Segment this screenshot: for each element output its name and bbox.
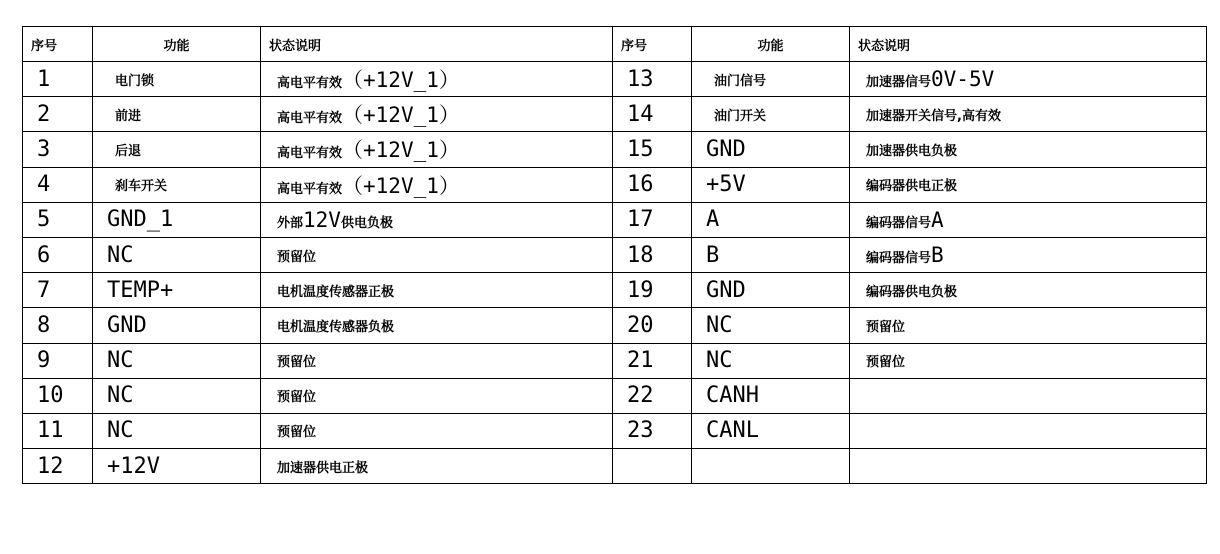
pin-function-left: 电门锁 <box>93 62 261 97</box>
pin-function-left: +12V <box>93 449 261 484</box>
status-text: 高电平有效 <box>277 76 343 92</box>
pin-function-right: GND <box>692 273 850 308</box>
pin-function-left: 后退 <box>93 132 261 167</box>
pin-function-left: NC <box>93 237 261 272</box>
pin-status-left <box>261 413 613 448</box>
pin-status-right <box>850 97 1207 132</box>
status-text: 外部 <box>277 215 304 231</box>
pin-number-right: 13 <box>613 62 692 97</box>
pin-definition-document <box>22 26 1207 484</box>
pin-definition-table <box>22 26 1207 484</box>
pin-number-left: 6 <box>23 237 93 272</box>
pin-function-right: GND <box>692 132 850 167</box>
header-left-function: 功能 <box>93 27 261 62</box>
pin-function-left: 前进 <box>93 97 261 132</box>
pin-number-left: 1 <box>23 62 93 97</box>
pin-status-right <box>850 202 1207 237</box>
pin-status-right <box>850 273 1207 308</box>
table-row <box>23 413 1207 448</box>
pin-status-left <box>261 273 613 308</box>
pin-function-right <box>692 449 850 484</box>
table-row <box>23 343 1207 378</box>
pin-status-left <box>261 62 613 97</box>
pin-status-left <box>261 378 613 413</box>
pin-function-left: NC <box>93 343 261 378</box>
pin-status-right <box>850 237 1207 272</box>
table-row <box>23 97 1207 132</box>
status-text: 编码器信号 <box>866 215 932 231</box>
header-right-status: 状态说明 <box>850 27 1207 62</box>
status-text: 预留位 <box>866 319 906 335</box>
status-text: 预留位 <box>277 355 317 371</box>
pin-number-left: 11 <box>23 413 93 448</box>
pin-status-left <box>261 97 613 132</box>
status-value: （+12V_1） <box>342 68 460 93</box>
pin-status-right <box>850 62 1207 97</box>
pin-number-right: 21 <box>613 343 692 378</box>
pin-number-left: 9 <box>23 343 93 378</box>
status-text: 加速器开关信号,高有效 <box>866 108 1001 124</box>
status-value: （+12V_1） <box>342 103 460 128</box>
status-text: 预留位 <box>277 249 317 265</box>
status-text: 高电平有效 <box>277 146 343 162</box>
pin-function-right: 油门开关 <box>692 97 850 132</box>
pin-function-right: NC <box>692 343 850 378</box>
pin-function-right: CANL <box>692 413 850 448</box>
table-body <box>23 27 1207 484</box>
table-row <box>23 273 1207 308</box>
status-text: 预留位 <box>277 425 317 441</box>
pin-number-right: 18 <box>613 237 692 272</box>
status-text: 加速器供电正极 <box>277 460 369 476</box>
pin-number-right: 23 <box>613 413 692 448</box>
pin-status-left <box>261 202 613 237</box>
pin-status-right <box>850 378 1207 413</box>
status-text: 编码器供电正极 <box>866 179 958 195</box>
pin-status-left <box>261 343 613 378</box>
pin-function-left: GND <box>93 308 261 343</box>
pin-number-right <box>613 449 692 484</box>
table-header-row <box>23 27 1207 62</box>
table-row <box>23 237 1207 272</box>
pin-number-right: 19 <box>613 273 692 308</box>
pin-function-right: CANH <box>692 378 850 413</box>
pin-status-right <box>850 308 1207 343</box>
pin-function-left: NC <box>93 413 261 448</box>
pin-status-right <box>850 413 1207 448</box>
table-row <box>23 167 1207 202</box>
pin-number-left: 2 <box>23 97 93 132</box>
status-text: 预留位 <box>866 355 906 371</box>
header-left-status: 状态说明 <box>261 27 613 62</box>
status-value: 12V <box>303 207 341 232</box>
status-text: 高电平有效 <box>277 111 343 127</box>
pin-function-right: A <box>692 202 850 237</box>
pin-number-left: 5 <box>23 202 93 237</box>
status-value: A <box>931 207 944 232</box>
pin-function-left: TEMP+ <box>93 273 261 308</box>
pin-status-right <box>850 343 1207 378</box>
pin-function-left: GND_1 <box>93 202 261 237</box>
table-row <box>23 308 1207 343</box>
pin-function-right: +5V <box>692 167 850 202</box>
table-row <box>23 378 1207 413</box>
status-text: 电机温度传感器负极 <box>277 319 395 335</box>
status-value: 0V-5V <box>931 67 995 92</box>
pin-status-right <box>850 449 1207 484</box>
status-value: B <box>931 243 944 268</box>
pin-number-right: 16 <box>613 167 692 202</box>
status-text: 加速器供电负极 <box>866 143 958 159</box>
pin-function-right: NC <box>692 308 850 343</box>
table-row <box>23 132 1207 167</box>
status-text: 预留位 <box>277 390 317 406</box>
pin-number-right: 17 <box>613 202 692 237</box>
pin-function-left: 刹车开关 <box>93 167 261 202</box>
pin-number-left: 3 <box>23 132 93 167</box>
status-value: （+12V_1） <box>342 173 460 198</box>
status-text: 电机温度传感器正极 <box>277 284 395 300</box>
header-right-function: 功能 <box>692 27 850 62</box>
pin-status-left <box>261 237 613 272</box>
pin-number-left: 7 <box>23 273 93 308</box>
pin-number-left: 10 <box>23 378 93 413</box>
status-text: 编码器供电负极 <box>866 284 958 300</box>
table-row <box>23 202 1207 237</box>
pin-function-left: NC <box>93 378 261 413</box>
pin-number-right: 15 <box>613 132 692 167</box>
header-right-number: 序号 <box>613 27 692 62</box>
pin-function-right: 油门信号 <box>692 62 850 97</box>
header-left-number: 序号 <box>23 27 93 62</box>
status-text-suffix: 供电负极 <box>340 215 393 231</box>
pin-number-right: 20 <box>613 308 692 343</box>
pin-function-right: B <box>692 237 850 272</box>
table-row <box>23 449 1207 484</box>
table-row <box>23 62 1207 97</box>
pin-status-left <box>261 132 613 167</box>
pin-status-left <box>261 308 613 343</box>
pin-status-right <box>850 167 1207 202</box>
pin-number-left: 4 <box>23 167 93 202</box>
pin-number-right: 14 <box>613 97 692 132</box>
pin-number-left: 12 <box>23 449 93 484</box>
status-value: （+12V_1） <box>342 138 460 163</box>
pin-status-right <box>850 132 1207 167</box>
status-text: 加速器信号 <box>866 75 932 91</box>
status-text: 编码器信号 <box>866 251 932 267</box>
status-text: 高电平有效 <box>277 181 343 197</box>
pin-number-left: 8 <box>23 308 93 343</box>
pin-status-left <box>261 167 613 202</box>
pin-status-left <box>261 449 613 484</box>
pin-number-right: 22 <box>613 378 692 413</box>
